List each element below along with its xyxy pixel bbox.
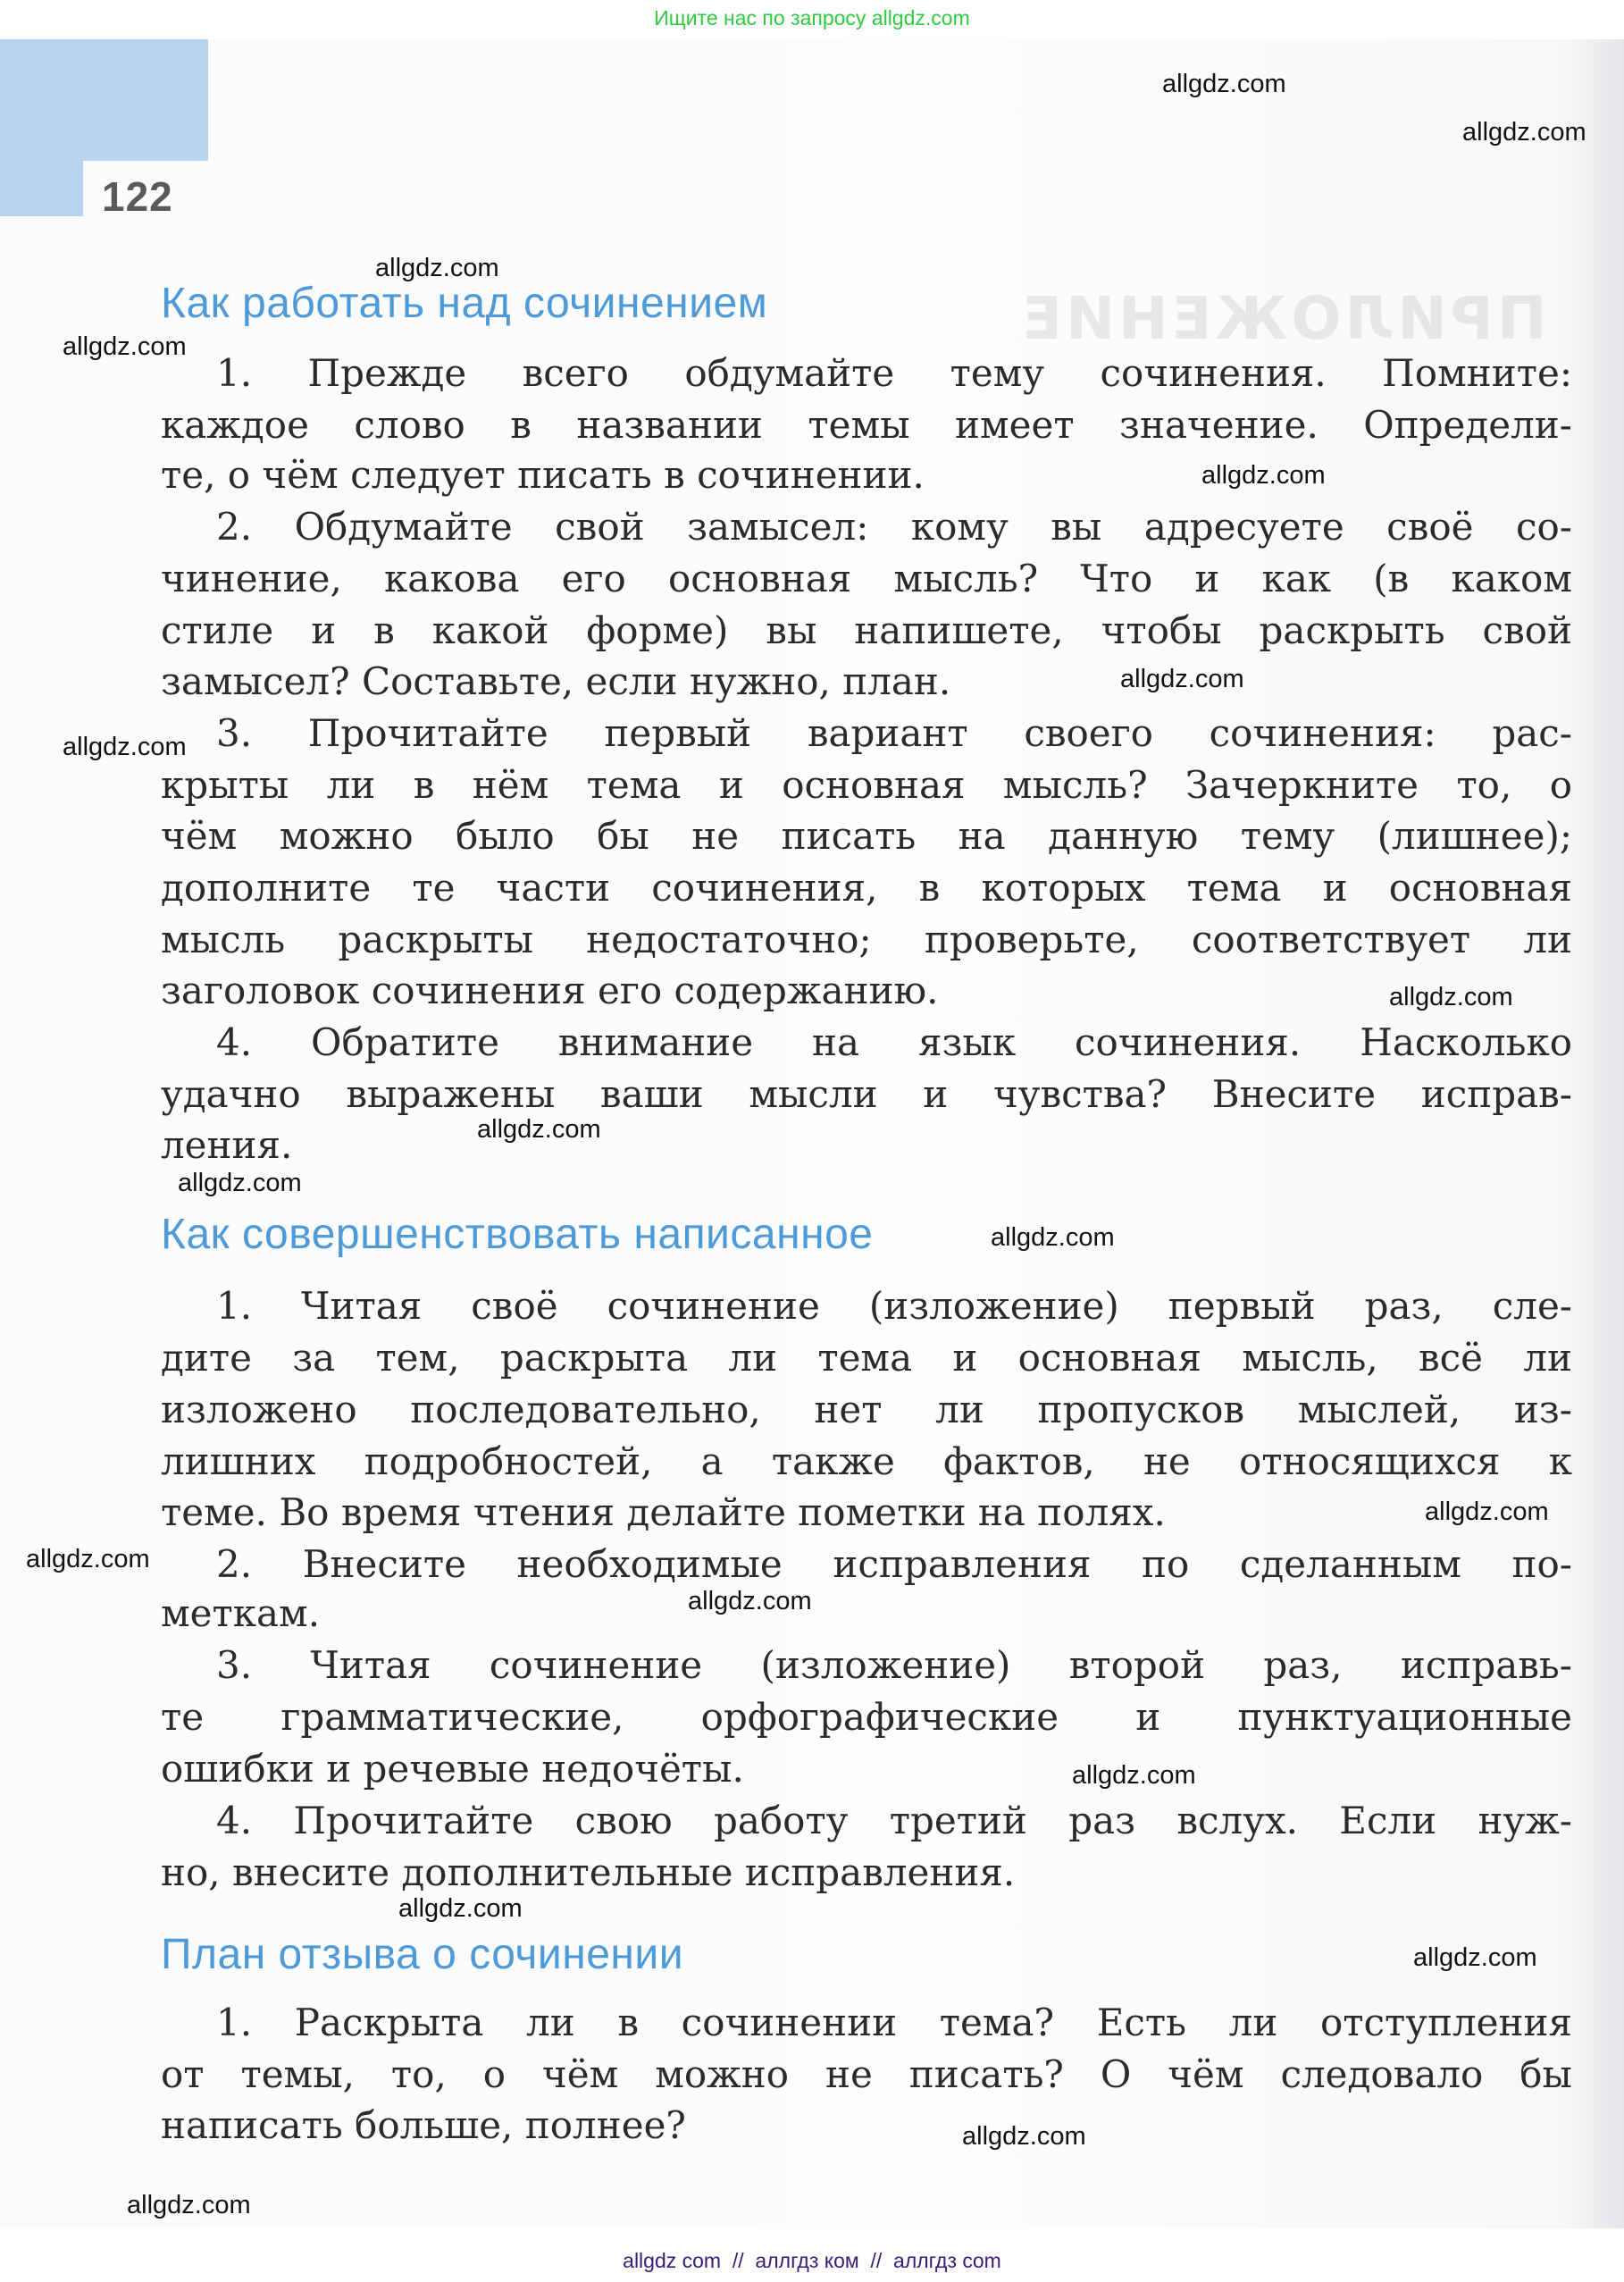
text-line: дите за тем, раскрыта ли тема и основная мысль, всё ли xyxy=(161,1336,1572,1380)
text-line: 1. Читая своё сочинение (изложение) первый раз, сле- xyxy=(216,1284,1572,1328)
text-line: каждое слово в названии темы имеет значение. Определи- xyxy=(161,403,1572,447)
text-line: заголовок сочинения его содержанию. xyxy=(161,969,939,1012)
text-line: написать больше, полнее? xyxy=(161,2103,686,2147)
section-heading-review-plan: План отзыва о сочинении xyxy=(161,1931,684,1978)
section-heading-how-to-work: Как работать над сочинением xyxy=(161,280,768,327)
text-line: изложено последовательно, нет ли пропусков мыслей, из- xyxy=(161,1388,1572,1431)
text-line: те, о чём следует писать в сочинении. xyxy=(161,453,925,497)
text-line: стиле и в какой форме) вы напишете, чтобы раскрыть свой xyxy=(161,608,1572,652)
text-line: ошибки и речевые недочёты. xyxy=(161,1747,744,1791)
watermark-link[interactable]: allgdz.com xyxy=(63,733,187,761)
text-line: 1. Прежде всего обдумайте тему сочинения. Помните: xyxy=(216,351,1572,395)
text-line: крыты ли в нём тема и основная мысль? Зачеркните то, о xyxy=(161,763,1572,807)
bottom-banner[interactable] xyxy=(0,2239,1624,2282)
section-heading-improve-writing: Как совершенствовать написанное xyxy=(161,1211,874,1258)
watermark-link[interactable]: allgdz.com xyxy=(1425,1498,1549,1526)
text-line: 2. Обдумайте свой замысел: кому вы адресуете своё со- xyxy=(216,505,1572,549)
watermark-link[interactable]: allgdz.com xyxy=(688,1587,812,1615)
text-line: но, внесите дополнительные исправления. xyxy=(161,1850,1016,1894)
text-line: 4. Прочитайте свою работу третий раз вслух. Если нуж- xyxy=(216,1799,1572,1842)
text-line: 2. Внесите необходимые исправления по сделанным по- xyxy=(216,1542,1572,1586)
watermark-link[interactable]: allgdz.com xyxy=(26,1545,150,1573)
watermark-link[interactable]: allgdz.com xyxy=(398,1894,523,1923)
text-line: замысел? Составьте, если нужно, план. xyxy=(161,659,951,703)
watermark-link[interactable]: allgdz.com xyxy=(375,254,499,282)
page-number: 122 xyxy=(102,173,173,220)
top-banner[interactable] xyxy=(0,0,1624,39)
text-line: меткам. xyxy=(161,1591,321,1635)
text-line: чём можно было бы не писать на данную тему (лишнее); xyxy=(161,814,1572,858)
text-line: 3. Читая сочинение (изложение) второй раз, исправь- xyxy=(216,1643,1572,1687)
bottom-banner-text: allgdz com // аллгдз ком // аллгдз com xyxy=(623,2249,1001,2272)
text-line: 3. Прочитайте первый вариант своего сочинения: рас- xyxy=(216,711,1572,755)
watermark-link[interactable]: allgdz.com xyxy=(962,2122,1086,2151)
watermark-link[interactable]: allgdz.com xyxy=(477,1115,601,1144)
watermark-link[interactable]: allgdz.com xyxy=(127,2191,251,2219)
text-line: от темы, то, о чём можно не писать? О чём следовало бы xyxy=(161,2052,1572,2096)
top-banner-text: Ищите нас по запросу allgdz.com xyxy=(654,6,970,29)
text-line: мысль раскрыты недостаточно; проверьте, соответствует ли xyxy=(161,918,1572,961)
text-line: лишних подробностей, а также фактов, не относящихся к xyxy=(161,1439,1572,1483)
watermark-link[interactable]: allgdz.com xyxy=(1462,118,1586,147)
watermark-link[interactable]: allgdz.com xyxy=(1120,665,1244,693)
text-line: чинение, какова его основная мысль? Что и как (в каком xyxy=(161,557,1572,600)
watermark-link[interactable]: allgdz.com xyxy=(1162,70,1286,98)
text-line: теме. Во время чтения делайте пометки на полях. xyxy=(161,1490,1166,1534)
text-line: 4. Обратите внимание на язык сочинения. Насколько xyxy=(216,1020,1572,1064)
text-line: дополните те части сочинения, в которых тема и основная xyxy=(161,866,1572,910)
bleed-through-title: ПРИЛОЖЕНИЕ xyxy=(1018,284,1547,353)
text-line: удачно выражены ваши мысли и чувства? Внесите исправ- xyxy=(161,1072,1572,1116)
watermark-link[interactable]: allgdz.com xyxy=(1072,1761,1196,1790)
watermark-link[interactable]: allgdz.com xyxy=(1413,1943,1537,1972)
watermark-link[interactable]: allgdz.com xyxy=(178,1169,302,1197)
watermark-link[interactable]: allgdz.com xyxy=(63,332,187,361)
text-line: ления. xyxy=(161,1123,293,1167)
watermark-link[interactable]: allgdz.com xyxy=(1201,461,1326,490)
text-line: 1. Раскрыта ли в сочинении тема? Есть ли отступления xyxy=(216,2001,1572,2044)
watermark-link[interactable]: allgdz.com xyxy=(1389,983,1513,1011)
text-line: те грамматические, орфографические и пунктуационные xyxy=(161,1695,1572,1739)
watermark-link[interactable]: allgdz.com xyxy=(991,1223,1115,1252)
